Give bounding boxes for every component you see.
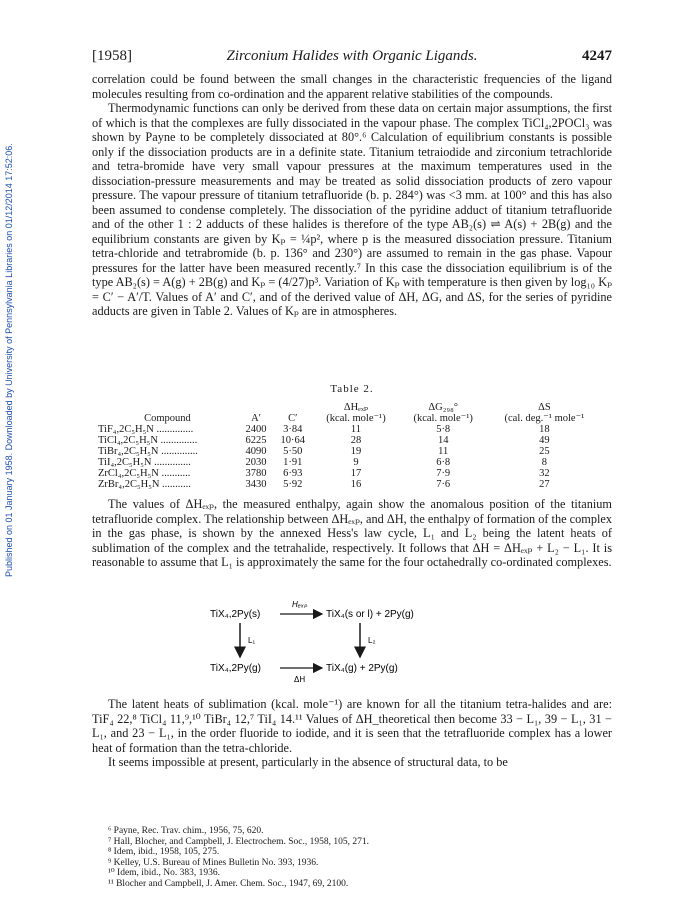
cell-dg: 5·8 bbox=[436, 424, 451, 435]
cell-dh: 19 bbox=[350, 446, 362, 457]
cell-dh: 28 bbox=[350, 435, 362, 446]
body-section-1 bbox=[92, 72, 612, 319]
table-header-row-1 bbox=[96, 402, 602, 413]
cell-ds: 49 bbox=[539, 435, 550, 446]
paragraph-2: Thermodynamic functions can only be derived from these data on certain major assumptions, the first of which is that the complexes are fully dissociated in the vapour phase. The complex TiCl₄,2POCl₃ was shown by Payne to be completely dissociated at 80°.⁶ Calculation of equilibrium constants is possible only if the dissociation products are in a definite state. Titanium tetraiodide and zirconium tetrachloride and tetra-bromide have very small vapour pressures at the maximum temperatures used in the dissociation-pressure measurements and may be treated as solid dissociation products of zero vapour pressure. The vapour pressure of titanium tetrafluoride (b. p. 284°) was <3 mm. at 100° and this has also been assumed to condense completely. The dissociation of the pyridine adduct of titanium tetrafluoride and of the other 1 : 2 adducts of these halides is therefore of the type AB₂(s) ⇌ A(s) + 2B(g) and the equilibrium constants are given by Kₚ = ¼p², where p is the measured dissociation pressure. Titanium tetra-chloride and tetrabromide (b. p. 136° and 230°) are assumed to remain in the gas phase. Vapour pressures for the latter have been measured recently.⁷ In this case the dissociation equilibrium is of the type AB₂(s) = A(g) + 2B(g) and Kₚ = (4/27)p³. Variation of Kₚ with temperature is then given by log₁₀ Kₚ = C′ − A′/T. Values of A′ and C′, and of the derived value of ΔH, ΔG, and ΔS, for the series of pyridine adducts are given in Table 2. Values of Kₚ are in atmospheres. bbox=[92, 101, 612, 318]
cell-ds: 25 bbox=[539, 446, 550, 457]
cycle-right-label: L₂ bbox=[368, 636, 376, 645]
journal-year: [1958] bbox=[92, 48, 132, 64]
cell-dh: 9 bbox=[353, 457, 359, 468]
table-caption: Table 2. bbox=[330, 383, 374, 395]
cell-c: 6·93 bbox=[283, 468, 303, 479]
footnotes bbox=[108, 826, 608, 889]
cell-a: 3430 bbox=[245, 479, 267, 490]
header-compound: Compound bbox=[144, 413, 191, 424]
cell-dg: 14 bbox=[437, 435, 449, 446]
paragraph-3: The values of ΔHₑₓₚ, the measured enthalpy, again show the anomalous position of the titanium tetrafluoride complex. The relationship between ΔHₑₓₚ, and ΔH, the enthalpy of formation of the complex in the gas phase, is shown by the annexed Hess's law cycle, L₁ and L₂ being the latent heats of sublimation of the complex and the tetrahalide, respectively. It follows that ΔH = ΔHₑₓₚ + L₂ − L₁. It is reasonable to assume that L₁ is approximately the same for the four octahedrally co-ordinated complexes. bbox=[92, 497, 612, 569]
cell-dg: 6·8 bbox=[436, 457, 451, 468]
page-number: 4247 bbox=[582, 48, 612, 64]
table-row bbox=[96, 435, 602, 446]
cell-compound: ZrCl₄,2C₅H₅N ........... bbox=[98, 468, 191, 479]
table-row bbox=[96, 457, 602, 468]
running-title: Zirconium Halides with Organic Ligands. bbox=[226, 48, 478, 64]
cell-ds: 18 bbox=[539, 424, 550, 435]
footnote: ⁷ Hall, Blocher, and Campbell, J. Electrochem. Soc., 1958, 105, 271. bbox=[108, 836, 369, 847]
header-ds: ΔS bbox=[538, 402, 551, 413]
cell-dg: 7·6 bbox=[436, 479, 451, 490]
table-2 bbox=[96, 402, 602, 490]
cycle-top-right: TiX₄(s or l) + 2Py(g) bbox=[326, 609, 414, 620]
header-c: C′ bbox=[288, 413, 298, 424]
cell-dh: 11 bbox=[350, 424, 362, 435]
cycle-left-label: L₁ bbox=[248, 636, 256, 645]
cycle-bottom-right: TiX₄(g) + 2Py(g) bbox=[326, 663, 398, 674]
cell-a: 6225 bbox=[245, 435, 267, 446]
cell-c: 5·92 bbox=[283, 479, 303, 490]
cycle-top-left: TiX₄,2Py(s) bbox=[210, 609, 261, 620]
hess-cycle-diagram bbox=[210, 595, 510, 695]
cell-a: 2400 bbox=[245, 424, 267, 435]
footnote: ⁶ Payne, Rec. Trav. chim., 1956, 75, 620. bbox=[108, 826, 264, 836]
cycle-top-arrow-label: Hₑₓₚ bbox=[292, 600, 308, 609]
cycle-bottom-left: TiX₄,2Py(g) bbox=[210, 663, 261, 674]
table-row bbox=[96, 479, 602, 490]
cell-ds: 8 bbox=[541, 457, 548, 468]
cell-ds: 27 bbox=[539, 479, 550, 490]
paragraph-1: correlation could be found between the small changes in the characteristic frequencies of the ligand molecules resulting from co-ordination and the apparent relative stabilities of the compounds. bbox=[92, 72, 612, 101]
cell-compound: ZrBr₄,2C₅H₅N ........... bbox=[98, 479, 191, 490]
page-header bbox=[92, 48, 612, 68]
cell-dh: 17 bbox=[350, 468, 362, 479]
cycle-bottom-arrow-label: ΔH bbox=[294, 675, 306, 684]
footnote: ¹⁰ Idem, ibid., No. 383, 1936. bbox=[108, 868, 220, 878]
header-ds-unit: (cal. deg.⁻¹ mole⁻¹ bbox=[504, 413, 585, 424]
paragraph-5: It seems impossible at present, particularly in the absence of structural data, to be bbox=[108, 755, 508, 769]
cell-c: 5·50 bbox=[283, 446, 303, 457]
paragraph-4: The latent heats of sublimation (kcal. mole⁻¹) are known for all the titanium tetra-halides and are: TiF₄ 22,⁸ TiCl₄ 11,⁹,¹⁰ TiBr₄ 12,⁷ TiI₄ 14.¹¹ Values of ΔH_theoretical then become 33 − L₁, 39 − L₁, 31 − L₁, and 23 − L₁, in the order fluoride to iodide, and it is seen that the tetrafluoride complex has a lower heat of formation than the tetra-chloride. bbox=[92, 697, 612, 755]
table-row bbox=[96, 446, 602, 457]
cell-c: 10·64 bbox=[280, 435, 306, 446]
cell-compound: TiCl₄,2C₅H₅N .............. bbox=[98, 435, 198, 446]
header-dg: ΔG₂₉₈° bbox=[428, 402, 458, 413]
cell-dh: 16 bbox=[350, 479, 362, 490]
body-section-3 bbox=[92, 697, 612, 770]
header-dh: ΔHₑₓₚ bbox=[343, 402, 369, 413]
table-header-row-2 bbox=[96, 413, 602, 424]
cell-compound: TiBr₄,2C₅H₅N .............. bbox=[98, 446, 198, 457]
download-notice: Published on 01 January 1958. Downloaded by University of Pennsylvania Libraries on 01/12/2014 17:52:06. bbox=[4, 143, 14, 577]
cell-compound: TiI₄,2C₅H₅N .............. bbox=[98, 457, 191, 468]
body-section-2 bbox=[92, 497, 612, 570]
cell-a: 2030 bbox=[245, 457, 267, 468]
header-a: A′ bbox=[251, 413, 261, 424]
footnote: ¹¹ Blocher and Campbell, J. Amer. Chem. Soc., 1947, 69, 2100. bbox=[108, 878, 349, 889]
header-dg-unit: (kcal. mole⁻¹) bbox=[413, 413, 473, 424]
cell-compound: TiF₄,2C₅H₅N .............. bbox=[98, 424, 194, 435]
table-row bbox=[96, 468, 602, 479]
table-row bbox=[96, 424, 602, 435]
cell-dg: 7·9 bbox=[436, 468, 451, 479]
cell-a: 3780 bbox=[245, 468, 267, 479]
header-dh-unit: (kcal. mole⁻¹) bbox=[326, 413, 386, 424]
footnote: ⁸ Idem, ibid., 1958, 105, 275. bbox=[108, 847, 220, 857]
cell-dg: 11 bbox=[438, 446, 449, 457]
cell-ds: 32 bbox=[539, 468, 550, 479]
footnote: ⁹ Kelley, U.S. Bureau of Mines Bulletin No. 393, 1936. bbox=[108, 857, 319, 868]
cell-c: 1·91 bbox=[283, 457, 303, 468]
cell-a: 4090 bbox=[245, 446, 267, 457]
cell-c: 3·84 bbox=[283, 424, 303, 435]
